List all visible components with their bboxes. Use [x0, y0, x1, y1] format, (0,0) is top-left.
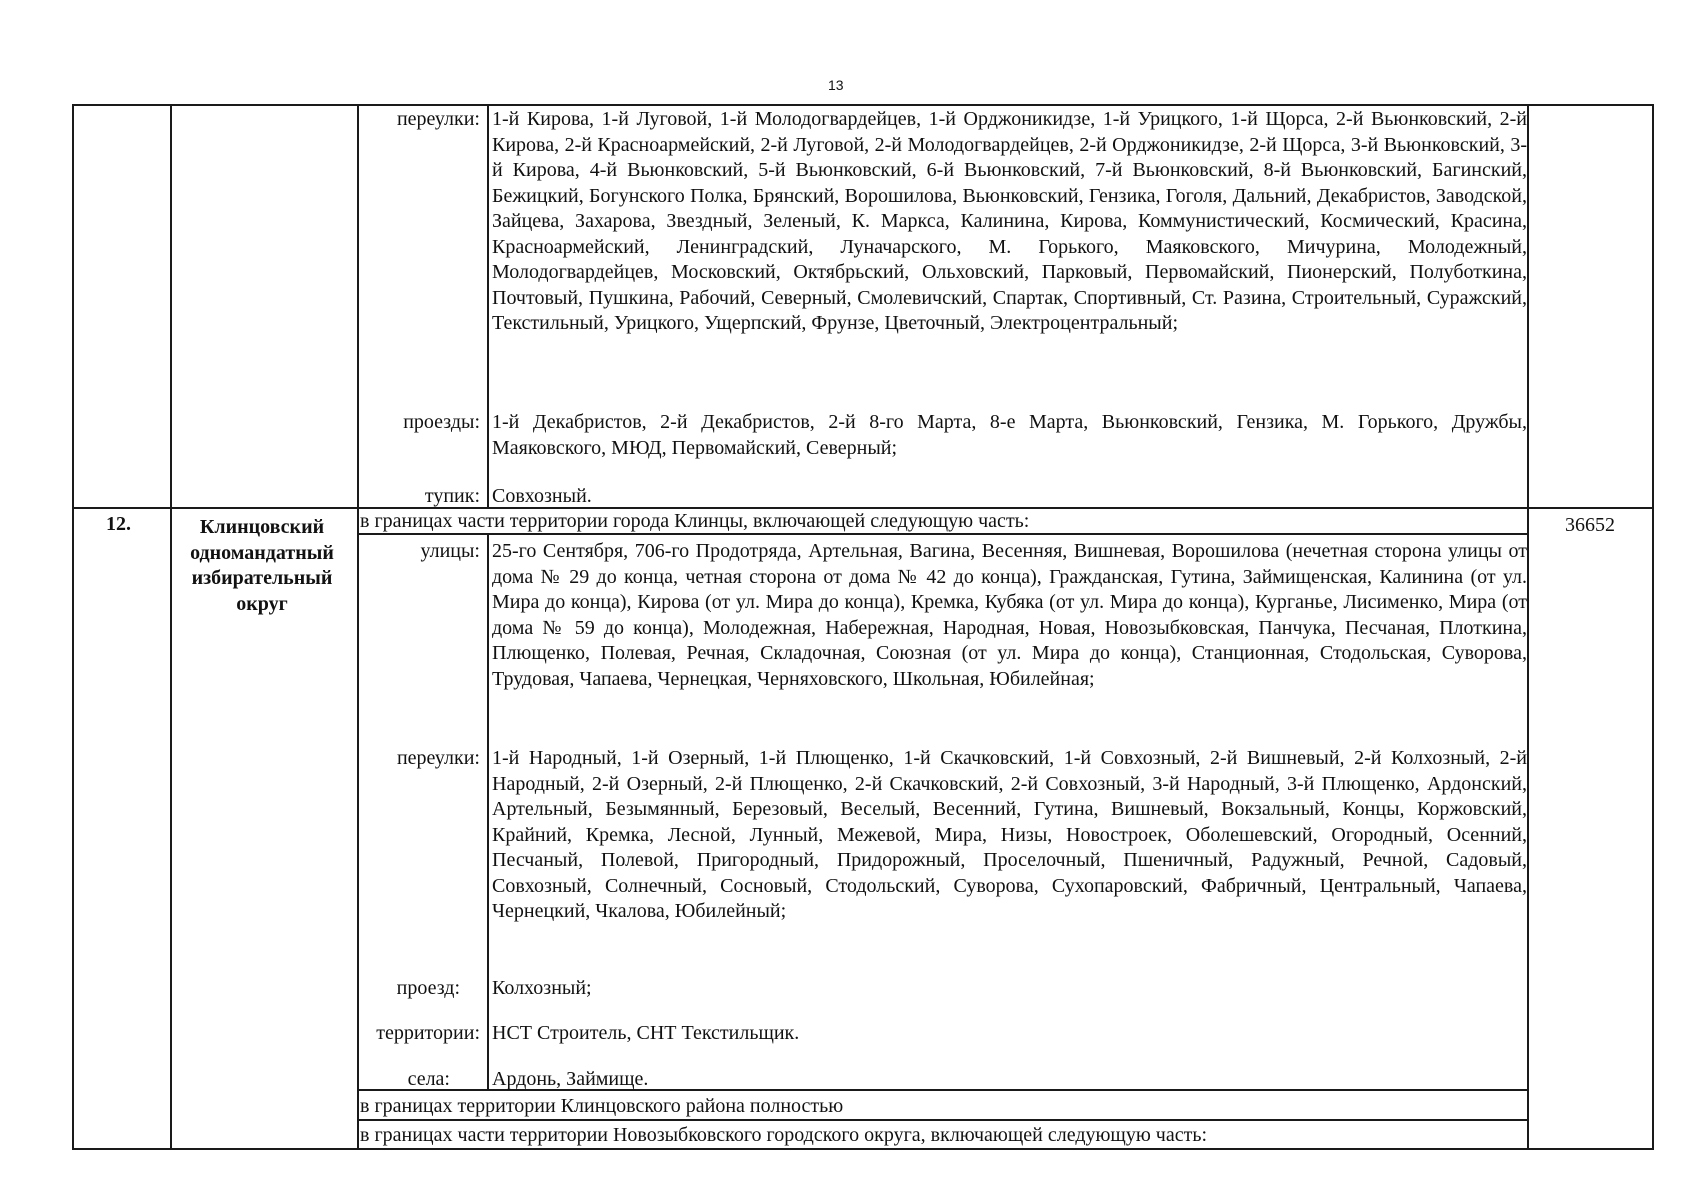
- territorii-label: территории:: [376, 1022, 480, 1044]
- proezdy-label: проезды:: [403, 411, 480, 433]
- pereulki12-label: переулки:: [396, 747, 480, 769]
- district-name: Клинцовский одномандатный избирательный округ: [190, 516, 334, 615]
- pereulki-text: 1-й Кирова, 1-й Луговой, 1-й Молодогвардейцев, 1-й Орджоникидзе, 1-й Урицкого, 1-й Щорса, 2-й Вьюнковский, 2-й Кирова, 2-й Красноармейский, 2-й Луговой, 2-й Молодогвардейцев, 2-й Орджоникидзе, 2-й Щорса, 3-й Вьюнковский, 3-й Кирова, 4-й Вьюнковский, 5-й Вьюнковский, 6-й Вьюнковский, 7-й Вьюнковский, 8-й Вьюнковский, Багинский, Бежицкий, Богунского Полка, Брянский, Ворошилова, Вьюнковский, Гензика, Гоголя, Дальний, Декабристов, Заводской, Зайцева, Захарова, Звездный, Зеленый, К. Маркса, Калинина, Кирова, Коммунистический, Космический, Красина, Красноармейский, Ленинградский, Луначарского, М. Горького, Маяковского, Мичурина, Молодежный, Молодогвардейцев, Московский, Октябрьский, Ольховский, Парковый, Первомайский, Пионерский, Полуботкина, Почтовый, Пушкина, Рабочий, Северный, Смолевичский, Спартак, Спортивный, Ст. Разина, Строительный, Суражский, Текстильный, Урицкого, Ущерпский, Фрунзе, Цветочный, Электроцентральный;: [492, 108, 1527, 334]
- territorii-text: НСТ Строитель, СНТ Текстильщик.: [492, 1022, 800, 1044]
- tupik-text: Совхозный.: [492, 485, 592, 507]
- row-number: 12.: [106, 513, 131, 535]
- proezdy-text: 1-й Декабристов, 2-й Декабристов, 2-й 8-го Марта, 8-е Марта, Вьюнковский, Гензика, М. Горького, Дружбы, Маяковского, МЮД, Первомайский, Северный;: [492, 411, 1527, 459]
- page-number: 13: [828, 77, 844, 93]
- proezd-label: проезд:: [396, 977, 460, 999]
- okrug-note: в границах части территории Новозыбковского городского округа, включающей следующую часть:: [360, 1124, 1208, 1146]
- voter-count: 36652: [1565, 514, 1615, 536]
- pereulki-label: переулки:: [396, 108, 480, 130]
- tupik-label: тупик:: [424, 485, 480, 507]
- ulitsy-label: улицы:: [420, 540, 480, 562]
- territory-intro: в границах части территории города Клинцы, включающей следующую часть:: [360, 510, 1030, 532]
- proezd-text: Колхозный;: [492, 977, 592, 999]
- ulitsy-text: 25-го Сентября, 706-го Продотряда, Артельная, Вагина, Весенняя, Вишневая, Ворошилова (нечетная сторона улицы от дома № 29 до конца, четная сторона от дома № 42 до конца), Гражданская, Гутина, Займищенская, Калинина (от ул. Мира до конца), Кирова (от ул. Мира до конца), Кремка, Кубяка (от ул. Мира до конца), Курганье, Лисименко, Мира (от дома № 59 до конца), Молодежная, Набережная, Народная, Новая, Новозыбковская, Панчука, Песчаная, Плоткина, Плющенко, Полевая, Речная, Складочная, Союзная (от ул. Мира до конца), Станционная, Стодольская, Суворова, Трудовая, Чапаева, Чернецкая, Черняховского, Школьная, Юбилейная;: [492, 540, 1527, 690]
- sela-text: Ардонь, Займище.: [492, 1068, 649, 1090]
- district-note: в границах территории Клинцовского района полностью: [360, 1095, 844, 1117]
- sela-label: села:: [407, 1068, 450, 1090]
- pereulki12-text: 1-й Народный, 1-й Озерный, 1-й Плющенко, 1-й Скачковский, 1-й Совхозный, 2-й Вишневый, 2-й Колхозный, 2-й Народный, 2-й Озерный, 2-й Плющенко, 2-й Скачковский, 2-й Совхозный, 3-й Народный, 3-й Плющенко, Ардонский, Артельный, Безымянный, Березовый, Веселый, Весенний, Гутина, Вишневый, Вокзальный, Концы, Коржовский, Крайний, Кремка, Лесной, Лунный, Межевой, Мира, Низы, Новостроек, Оболешевский, Огородный, Осенний, Песчаный, Полевой, Пригородный, Придорожный, Проселочный, Пшеничный, Радужный, Речной, Садовый, Совхозный, Солнечный, Сосновый, Стодольский, Суворова, Сухопаровский, Фабричный, Центральный, Чапаева, Чернецкий, Чкалова, Юбилейный;: [492, 747, 1527, 922]
